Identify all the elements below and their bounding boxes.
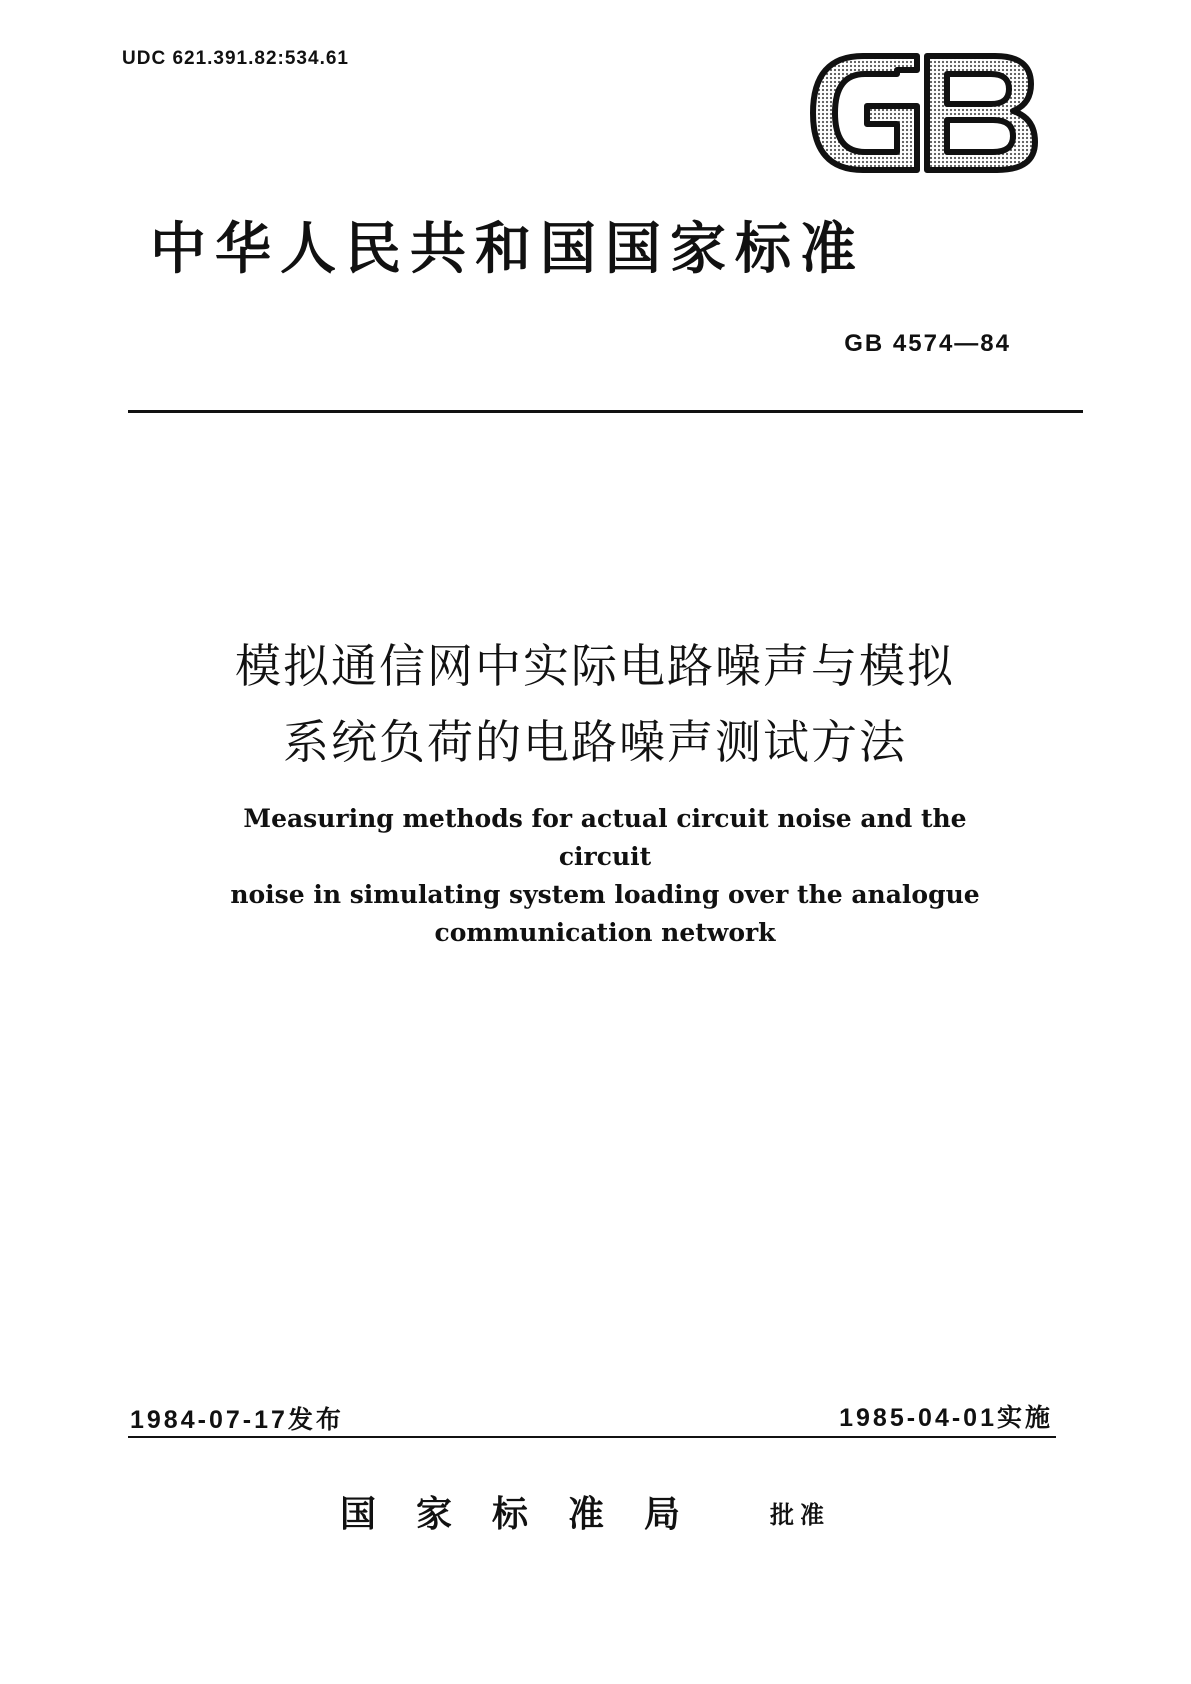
- english-title-line-1: Measuring methods for actual circuit noise and the circuit: [243, 804, 967, 871]
- chinese-title: [140, 628, 1050, 780]
- standard-number: GB 4574—84: [844, 330, 1011, 357]
- chinese-title-line-1: 模拟通信网中实际电路噪声与模拟: [235, 639, 955, 693]
- udc-code: UDC 621.391.82:534.61: [122, 48, 349, 69]
- english-title-line-3: communication network: [434, 918, 776, 947]
- issue-date: 1984-07-17发布: [130, 1406, 344, 1434]
- chinese-title-line-2: 系统负荷的电路噪声测试方法: [283, 715, 907, 769]
- bottom-divider: [128, 1436, 1056, 1438]
- approval-suffix: 批准: [770, 1501, 830, 1529]
- top-divider: [128, 410, 1083, 413]
- english-title-line-2: noise in simulating system loading over the analogue: [230, 880, 980, 909]
- approval-authority: 国家标准局: [340, 1494, 721, 1535]
- english-title: [200, 800, 1010, 952]
- implementation-date: 1985-04-01实施: [839, 1404, 1053, 1432]
- national-standard-heading: 中华人民共和国国家标准: [150, 217, 865, 282]
- gb-logo: [805, 48, 1040, 178]
